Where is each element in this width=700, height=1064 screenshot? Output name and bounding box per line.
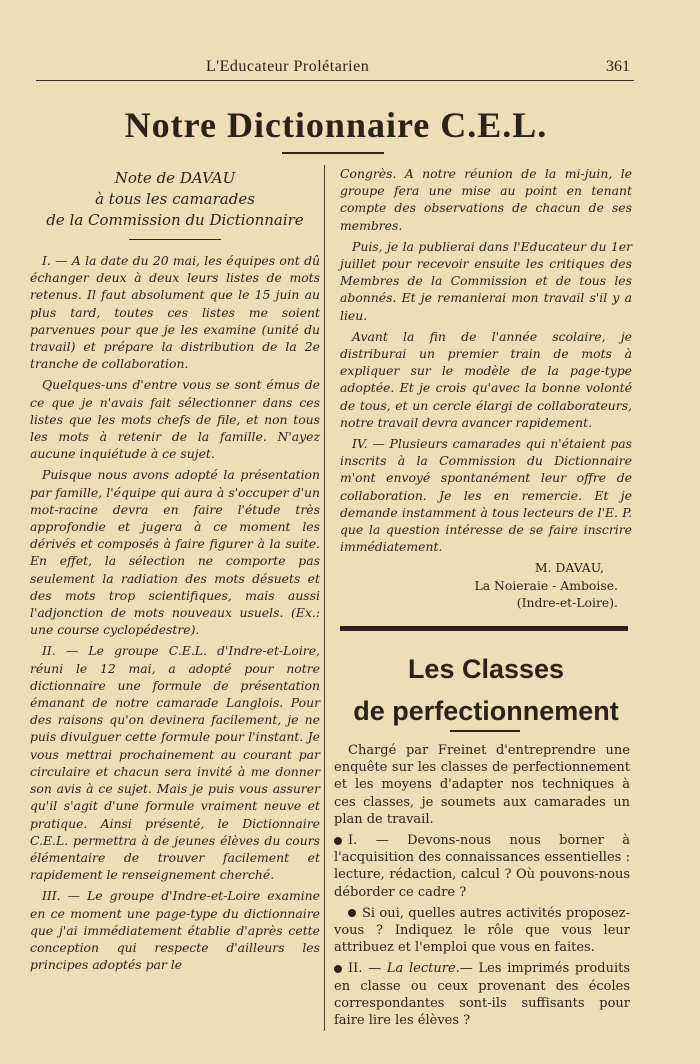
section-intro: Chargé par Freinet d'entreprendre une enquête sur les classes de perfectionnement et les moyens d'adapter nos techniques à ces classes, je soumets aux camarades un plan de travail.: [334, 743, 630, 827]
bullet-icon: [334, 965, 342, 973]
header-rule: [36, 80, 634, 81]
note-heading: [30, 168, 320, 231]
left-column: [30, 168, 320, 977]
right-column: [340, 165, 632, 611]
column-divider: [324, 165, 325, 1031]
running-header: [36, 58, 636, 80]
bullet-icon: [348, 909, 356, 917]
reading-label: La lecture.: [386, 961, 460, 977]
article-title: Notre Dictionnaire C.E.L.: [124, 105, 548, 145]
signature-place: La Noieraie - Amboise.: [474, 577, 618, 593]
section-title: [340, 648, 632, 732]
section-title-line-2: de perfectionnement: [353, 696, 619, 726]
paragraph: Congrès. A notre réunion de la mi-juin, le groupe fera une mise au point en tenant compte des observations de chacun de ses membres.: [340, 166, 632, 233]
paragraph: Puisque nous avons adopté la présentation par famille, l'équipe qui aura à s'occuper d'un mot-racine devra en faire l'étude très approfondie et jugera à ce moment les dérivés et composés à faire figurer à la suite. En effet, la sélection ne comporte pas seulement la radiation des mots désuets et des mots trop scientifiques, mais aussi l'adjonction de mots nouveaux usuels. (Ex.: une course cyclopédestre).: [30, 467, 320, 638]
paragraph: Avant la fin de l'année scolaire, je distriburai un premier train de mots à expliquer sur le modèle de la page-type adoptée. Et je crois qu'avec la bonne volonté de tous, et un cercle élargi de collaborateurs, notre travail devra avancer rapidement.: [340, 328, 632, 430]
bullet-icon: [334, 837, 342, 845]
paragraph: Quelques-uns d'entre vous se sont émus de ce que je n'avais fait sélectionner dans ces listes que les mots chefs de file, et non tous les mots à retenir de la famille. N'ayez aucune inquiétude à ce sujet.: [30, 377, 320, 462]
journal-title: L'Educateur Prolétarien: [206, 58, 370, 75]
signature-name: M. DAVAU,: [534, 560, 604, 576]
paragraph: Puis, je la publierai dans l'Educateur du 1er juillet pour recevoir ensuite les critiques des Membres de la Commission et de tous les abonnés. Et je remanierai mon travail s'il y a lieu.: [340, 238, 632, 323]
question-3: II. — La lecture.— Les imprimés produits en classe ou ceux provenant des écoles correspondantes sont-ils suffisants pour faire lire les élèves ?: [334, 961, 630, 1029]
section-separator: [340, 626, 628, 631]
paragraph: I. — A la date du 20 mai, les équipes ont dû échanger deux à deux leurs listes de mots retenus. Il faut absolument que le 15 juin au plus tard, toutes ces listes me soient parvenues pour que je les examine (unité du travail) et prépare la distribution de la 2e tranche de collaboration.: [30, 253, 320, 372]
section-body: [334, 742, 630, 1033]
signature-dept: (Indre-et-Loire).: [516, 594, 618, 610]
page-number: 361: [606, 58, 630, 75]
section-title-line-1: Les Classes: [407, 654, 565, 684]
title-rule: [282, 152, 384, 154]
question-1: I. — Devons-nous nous borner à l'acquisition des connaissances essentielles : lecture, rédaction, calcul ? Où pouvons-nous déborder ce cadre ?: [334, 833, 630, 900]
section-title-rule: [450, 730, 520, 732]
paragraph: II. — Le groupe C.E.L. d'Indre-et-Loire, réuni le 12 mai, a adopté pour notre dictionnaire une formule de présentation émanant de notre camarade Langlois. Pour des raisons qu'on devinera facilement, je ne puis divulguer cette formule pour l'instant. Je vous mettrai prochainement au courant par circulaire et chacun sera invité à me donner son avis à ce sujet. Mais je puis vous assurer qu'il s'agit d'une formule vraiment neuve et pratique. Ainsi présenté, le Dictionnaire C.E.L. permettra à de jeunes élèves du cours élémentaire de trouver facilement et rapidement le renseignement cherché.: [30, 643, 320, 883]
paragraph: III. — Le groupe d'Indre-et-Loire examine en ce moment une page-type du dictionnaire que j'ai immédiatement établie d'après cette conception qui respecte d'ailleurs les principes adoptés par le: [30, 888, 320, 973]
note-line-1: Note de DAVAU: [114, 169, 236, 187]
signature: [340, 559, 632, 611]
note-rule: [129, 239, 221, 240]
paragraph: IV. — Plusieurs camarades qui n'étaient pas inscrits à la Commission du Dictionnaire m'ont envoyé spontanément leur offre de collaboration. Je les en remercie. Et je demande instamment à tous lecteurs de l'E. P. que la question intéresse de se faire inscrire immédiatement.: [340, 436, 632, 555]
note-line-3: de la Commission du Dictionnaire: [46, 211, 304, 229]
note-line-2: à tous les camarades: [95, 190, 255, 208]
question-2: Si oui, quelles autres activités proposez-vous ? Indiquez le rôle que vous leur attribuez et l'emploi que vous en faites.: [334, 905, 630, 956]
